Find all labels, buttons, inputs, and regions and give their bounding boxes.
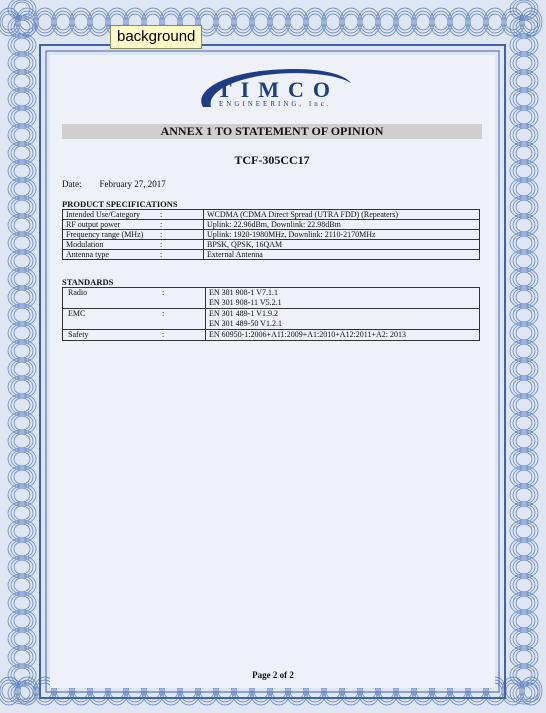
- standard-separator: :: [159, 330, 206, 341]
- spec-row: [63, 210, 480, 220]
- standard-value: EN 301 908-11 V5.2.1: [209, 298, 282, 307]
- standard-key: Safety: [63, 330, 160, 341]
- spec-value: WCDMA (CDMA Direct Spread (UTRA FDD) (Repeaters): [204, 210, 480, 220]
- date-value: February 27, 2017: [99, 179, 166, 189]
- spec-key: Frequency range (MHz): [63, 230, 158, 240]
- spec-key: Antenna type: [63, 250, 158, 260]
- standard-row: [63, 288, 480, 309]
- standard-separator: :: [159, 309, 206, 330]
- certificate-number: TCF-305CC17: [234, 153, 310, 167]
- annex-title-bar: [62, 124, 482, 139]
- spec-row: [63, 250, 480, 260]
- spec-key: Intended Use/Category: [63, 210, 158, 220]
- standard-value: EN 301 489-1 V1.9.2: [209, 309, 278, 318]
- spec-row: [63, 220, 480, 230]
- product-specifications-table: [62, 209, 480, 260]
- standard-key: Radio: [63, 288, 160, 309]
- standard-row: [63, 309, 480, 330]
- spec-key: RF output power: [63, 220, 158, 230]
- logo-wordmark: TIMCO: [217, 77, 339, 102]
- standard-value: EN 301 908-1 V7.1.1: [209, 288, 278, 297]
- standard-key: EMC: [63, 309, 160, 330]
- spec-value: External Antenna: [204, 250, 480, 260]
- spec-value: Uplink: 1920-1980MHz, Downlink: 2110-2170MHz: [204, 230, 480, 240]
- timco-logo: [185, 63, 355, 113]
- page-footer: Page 2 of 2: [252, 670, 294, 680]
- spec-value: BPSK, QPSK, 16QAM: [204, 240, 480, 250]
- spec-separator: :: [157, 240, 204, 250]
- standards-table: [62, 287, 480, 341]
- standard-value: EN 301 489-50 V1.2.1: [209, 319, 282, 328]
- spec-separator: :: [157, 230, 204, 240]
- standard-value: EN 60950-1:2006+A11:2009+A1:2010+A12:2011+A2: 2013: [209, 330, 407, 339]
- standard-row: [63, 330, 480, 341]
- spec-value: Uplink: 22.96dBm, Downlink: 22.98dBm: [204, 220, 480, 230]
- standard-values: [206, 288, 480, 309]
- standards-heading: STANDARDS: [62, 277, 114, 287]
- date-row: [62, 179, 166, 189]
- background-label: background: [110, 25, 202, 49]
- date-label: Date:: [62, 179, 82, 189]
- spec-separator: :: [157, 250, 204, 260]
- spec-separator: :: [157, 210, 204, 220]
- certificate-body: [50, 55, 495, 688]
- standard-separator: :: [159, 288, 206, 309]
- standard-values: [206, 309, 480, 330]
- standard-values: [206, 330, 480, 341]
- logo-subtitle: ENGINEERING, Inc.: [219, 100, 332, 108]
- spec-separator: :: [157, 220, 204, 230]
- spec-row: [63, 230, 480, 240]
- spec-key: Modulation: [63, 240, 158, 250]
- product-specifications-heading: PRODUCT SPECIFICATIONS: [62, 199, 178, 209]
- spec-row: [63, 240, 480, 250]
- annex-title: ANNEX 1 TO STATEMENT OF OPINION: [160, 124, 384, 138]
